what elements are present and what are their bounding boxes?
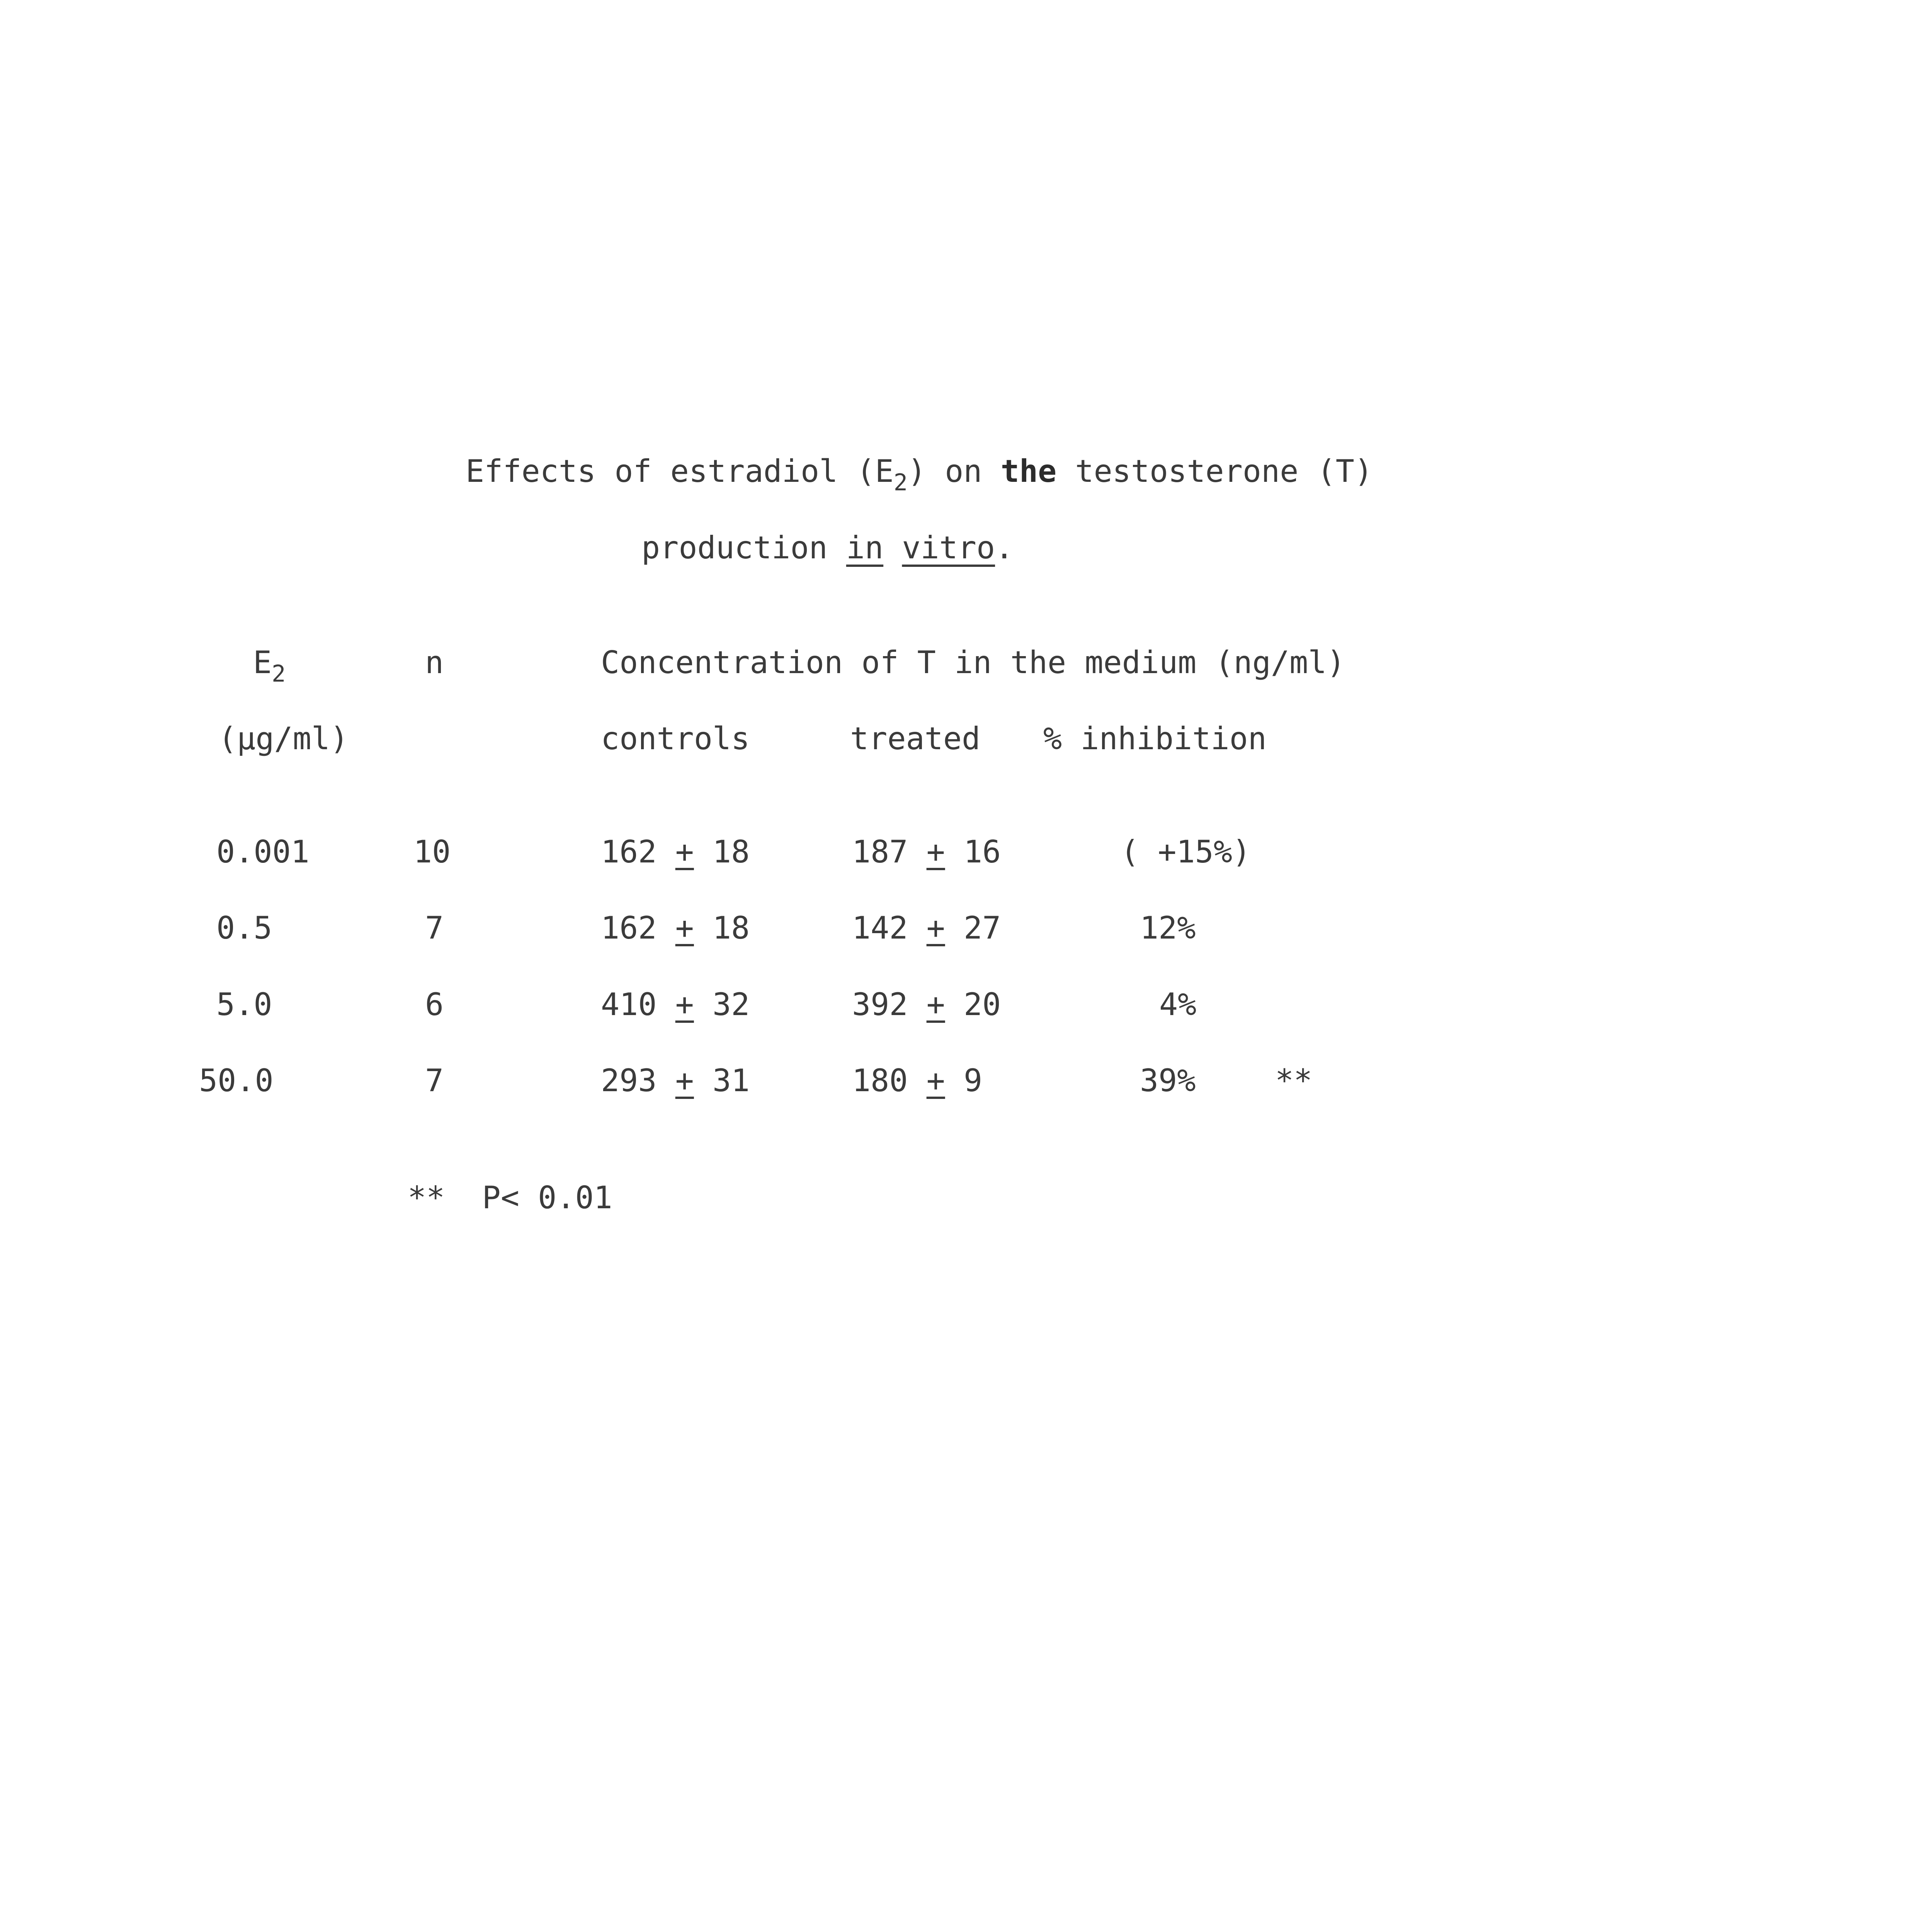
plus-minus-symbol: + <box>926 910 945 946</box>
cell-inhibition: 12% <box>1140 910 1196 946</box>
treated-mean: 392 <box>852 986 908 1022</box>
cell-treated <box>852 986 1001 1022</box>
cell-e2: 5.0 <box>216 986 272 1022</box>
controls-mean: 162 <box>601 910 657 946</box>
cell-controls <box>601 834 750 870</box>
header-concentration: Concentration of T in the medium (ng/ml) <box>601 645 1345 680</box>
title-text-mid: ) on <box>907 453 1001 489</box>
cell-treated <box>852 834 1001 870</box>
header-e2-unit: (µg/ml) <box>218 721 349 757</box>
title2-space <box>883 530 902 566</box>
cell-inhibition: 39% <box>1140 1063 1196 1099</box>
cell-treated <box>852 1063 983 1099</box>
plus-minus-symbol: + <box>675 1063 694 1099</box>
treated-mean: 142 <box>852 910 908 946</box>
plus-minus-symbol: + <box>926 1063 945 1099</box>
treated-sem: 27 <box>964 910 1001 946</box>
title-struck-word: the <box>1000 453 1057 489</box>
cell-inhibition: ( +15%) <box>1121 834 1251 870</box>
title-text-end: testosterone (T) <box>1056 453 1373 489</box>
header-inhibition: % inhibition <box>1043 721 1267 757</box>
cell-controls <box>601 910 750 946</box>
title2-text-start: production <box>641 530 846 566</box>
plus-minus-symbol: + <box>926 834 945 870</box>
controls-sem: 18 <box>713 834 750 870</box>
treated-mean: 180 <box>852 1063 908 1099</box>
controls-sem: 32 <box>713 986 750 1022</box>
footnote-text: P< 0.01 <box>482 1180 612 1216</box>
title-text-start: Effects of estradiol (E <box>466 453 894 489</box>
cell-n: 6 <box>425 986 444 1022</box>
footnote <box>408 1180 612 1216</box>
header-e2 <box>253 645 286 687</box>
cell-treated <box>852 910 1001 946</box>
header-n: n <box>425 645 444 680</box>
cell-e2: 50.0 <box>199 1063 274 1099</box>
footnote-mark: ** <box>408 1180 445 1216</box>
controls-sem: 18 <box>713 910 750 946</box>
controls-mean: 293 <box>601 1063 657 1099</box>
plus-minus-symbol: + <box>675 834 694 870</box>
title-subscript: 2 <box>893 469 908 496</box>
cell-n: 7 <box>425 1063 444 1099</box>
treated-sem: 16 <box>964 834 1001 870</box>
cell-e2: 0.5 <box>216 910 272 946</box>
treated-sem: 9 <box>964 1063 983 1099</box>
cell-controls <box>601 986 750 1022</box>
cell-significance: ** <box>1275 1063 1313 1099</box>
cell-n: 10 <box>413 834 451 870</box>
controls-sem: 31 <box>713 1063 750 1099</box>
title2-period: . <box>995 530 1014 566</box>
header-e2-subscript: 2 <box>272 660 286 687</box>
controls-mean: 410 <box>601 986 657 1022</box>
title2-underlined-vitro: vitro <box>902 530 995 566</box>
cell-controls <box>601 1063 750 1099</box>
plus-minus-symbol: + <box>675 986 694 1022</box>
controls-mean: 162 <box>601 834 657 870</box>
cell-e2: 0.001 <box>216 834 310 870</box>
plus-minus-symbol: + <box>675 910 694 946</box>
plus-minus-symbol: + <box>926 986 945 1022</box>
title-line-1 <box>466 453 1373 496</box>
cell-n: 7 <box>425 910 444 946</box>
treated-sem: 20 <box>964 986 1001 1022</box>
title2-underlined-in: in <box>846 530 884 566</box>
title-line-2 <box>641 530 1014 566</box>
header-treated: treated <box>850 721 981 757</box>
header-e2-letter: E <box>253 645 272 680</box>
cell-inhibition: 4% <box>1159 986 1197 1022</box>
header-controls: controls <box>601 721 750 757</box>
treated-mean: 187 <box>852 834 908 870</box>
